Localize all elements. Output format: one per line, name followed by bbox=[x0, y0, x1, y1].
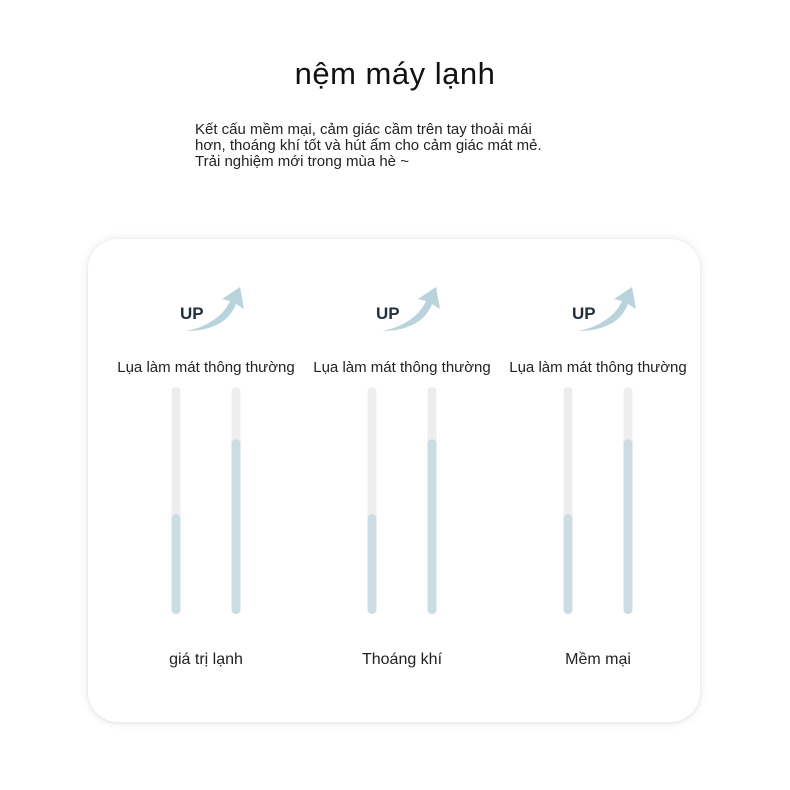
bar bbox=[564, 514, 573, 614]
chart-column bbox=[498, 239, 698, 722]
bar bbox=[624, 439, 633, 614]
category-label: giá trị lạnh bbox=[169, 651, 243, 668]
bar-group bbox=[498, 239, 698, 722]
bar bbox=[172, 514, 181, 614]
up-badge-text: UP bbox=[376, 304, 400, 323]
category-label: Mềm mại bbox=[565, 651, 631, 668]
bar bbox=[368, 514, 377, 614]
subtitle-line: Kết cấu mềm mại, cảm giác cầm trên tay thoải mái bbox=[195, 121, 532, 138]
page-subtitle bbox=[195, 122, 635, 170]
up-badge-text: UP bbox=[180, 304, 204, 323]
series-label: Lụa làm mát thông thường bbox=[509, 359, 687, 376]
bar bbox=[428, 439, 437, 614]
bar-group bbox=[302, 239, 502, 722]
series-label: Lụa làm mát thông thường bbox=[313, 359, 491, 376]
bar bbox=[232, 439, 241, 614]
subtitle-line: Trải nghiệm mới trong mùa hè ~ bbox=[195, 153, 409, 170]
chart-column bbox=[302, 239, 502, 722]
category-label: Thoáng khí bbox=[361, 651, 443, 668]
up-badge-text: UP bbox=[572, 304, 596, 323]
comparison-card bbox=[88, 239, 700, 722]
chart-column bbox=[106, 239, 306, 722]
bar-group bbox=[106, 239, 306, 722]
series-label: Lụa làm mát thông thường bbox=[117, 359, 295, 376]
subtitle-line: hơn, thoáng khí tốt và hút ẩm cho cảm giác mát mẻ. bbox=[195, 137, 542, 154]
page-title: nệm máy lạnh bbox=[294, 56, 496, 91]
